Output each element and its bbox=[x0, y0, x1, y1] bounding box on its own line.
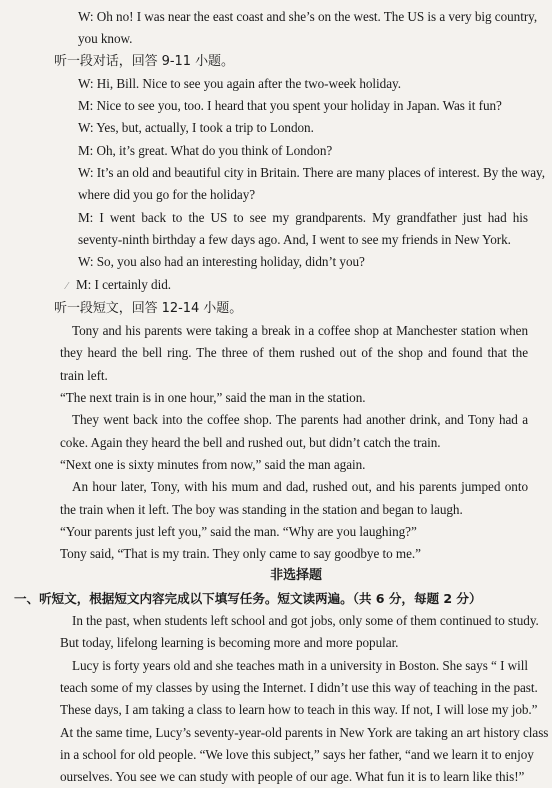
passage-line: “The next train is in one hour,” said the man in the station. bbox=[60, 390, 366, 406]
dialogue-line: seventy-ninth birthday a few days ago. And, I went to see my friends in New York. bbox=[78, 231, 511, 247]
dialogue-line: W: Hi, Bill. Nice to see you again after the two-week holiday. bbox=[78, 75, 401, 91]
passage-line: They went back into the coffee shop. The parents had another drink, and Tony had a bbox=[72, 412, 528, 428]
passage-line: train left. bbox=[60, 367, 108, 383]
dialogue-line: M: Nice to see you, too. I heard that you spent your holiday in Japan. Was it fun? bbox=[78, 98, 502, 114]
passage-line: the train when it left. The boy was standing in the station and began to laugh. bbox=[60, 501, 463, 517]
passage-line: These days, I am taking a class to learn how to teach in this way. If not, I will lose my job.” bbox=[60, 702, 538, 718]
dialogue-line bbox=[14, 274, 538, 298]
passage-line: Tony and his parents were taking a break in a coffee shop at Manchester station when bbox=[72, 323, 528, 339]
pen-mark-icon: ⁄ bbox=[66, 280, 68, 292]
section-heading: 一、听短文，根据短文内容完成以下填写任务。短文读两遍。（共 6 分，每题 2 分） bbox=[14, 590, 482, 606]
passage-line: “Next one is sixty minutes from now,” said the man again. bbox=[60, 456, 366, 472]
dialogue-line: M: Oh, it’s great. What do you think of London? bbox=[78, 142, 333, 158]
dialogue-line: W: Oh no! I was near the east coast and she’s on the west. The US is a very big country, bbox=[78, 9, 538, 24]
part-title: 非选择题 bbox=[270, 568, 322, 584]
passage-line: in a school for old people. “We love this subject,” says her father, “and we learn it to enjoy bbox=[60, 746, 534, 762]
passage-line: teach some of my classes by using the Internet. I didn’t use this way of teaching in the past. bbox=[60, 679, 538, 695]
passage-line: Lucy is forty years old and she teaches math in a university in Boston. She says “ I will bbox=[72, 657, 528, 673]
passage-line: ourselves. You see we can study with people of our age. What fun it is to learn like this!” bbox=[60, 769, 525, 785]
dialogue-text: M: I certainly did. bbox=[76, 276, 172, 292]
passage-line: An hour later, Tony, with his mum and dad, rushed out, and his parents jumped onto bbox=[72, 479, 528, 495]
passage-line: coke. Again they heard the bell and rushed out, but didn’t catch the train. bbox=[60, 434, 441, 450]
dialogue-line: where did you go for the holiday? bbox=[78, 187, 256, 203]
dialogue-line: W: Yes, but, actually, I took a trip to London. bbox=[78, 120, 314, 136]
passage-line: At the same time, Lucy’s seventy-year-old parents in New York are taking an art history class bbox=[60, 724, 549, 740]
section-instruction: 听一段短文，回答 12-14 小题。 bbox=[54, 300, 243, 316]
passage-line: In the past, when students left school and got jobs, only some of them continued to study. bbox=[72, 613, 539, 629]
dialogue-line: W: It’s an old and beautiful city in Britain. There are many places of interest. By the way, bbox=[78, 165, 545, 181]
dialogue-line: W: So, you also had an interesting holiday, didn’t you? bbox=[78, 254, 365, 270]
passage-line: Tony said, “That is my train. They only came to say goodbye to me.” bbox=[60, 546, 421, 562]
section-instruction: 听一段对话，回答 9-11 小题。 bbox=[54, 53, 234, 69]
dialogue-line: you know. bbox=[78, 31, 133, 47]
passage-line: “Your parents just left you,” said the man. “Why are you laughing?” bbox=[60, 523, 417, 539]
passage-line: But today, lifelong learning is becoming more and more popular. bbox=[60, 635, 399, 651]
dialogue-line: M: I went back to the US to see my grandparents. My grandfather just had his bbox=[78, 209, 528, 225]
passage-line: they heard the bell ring. The three of them rushed out of the shop and found that the bbox=[60, 345, 528, 361]
